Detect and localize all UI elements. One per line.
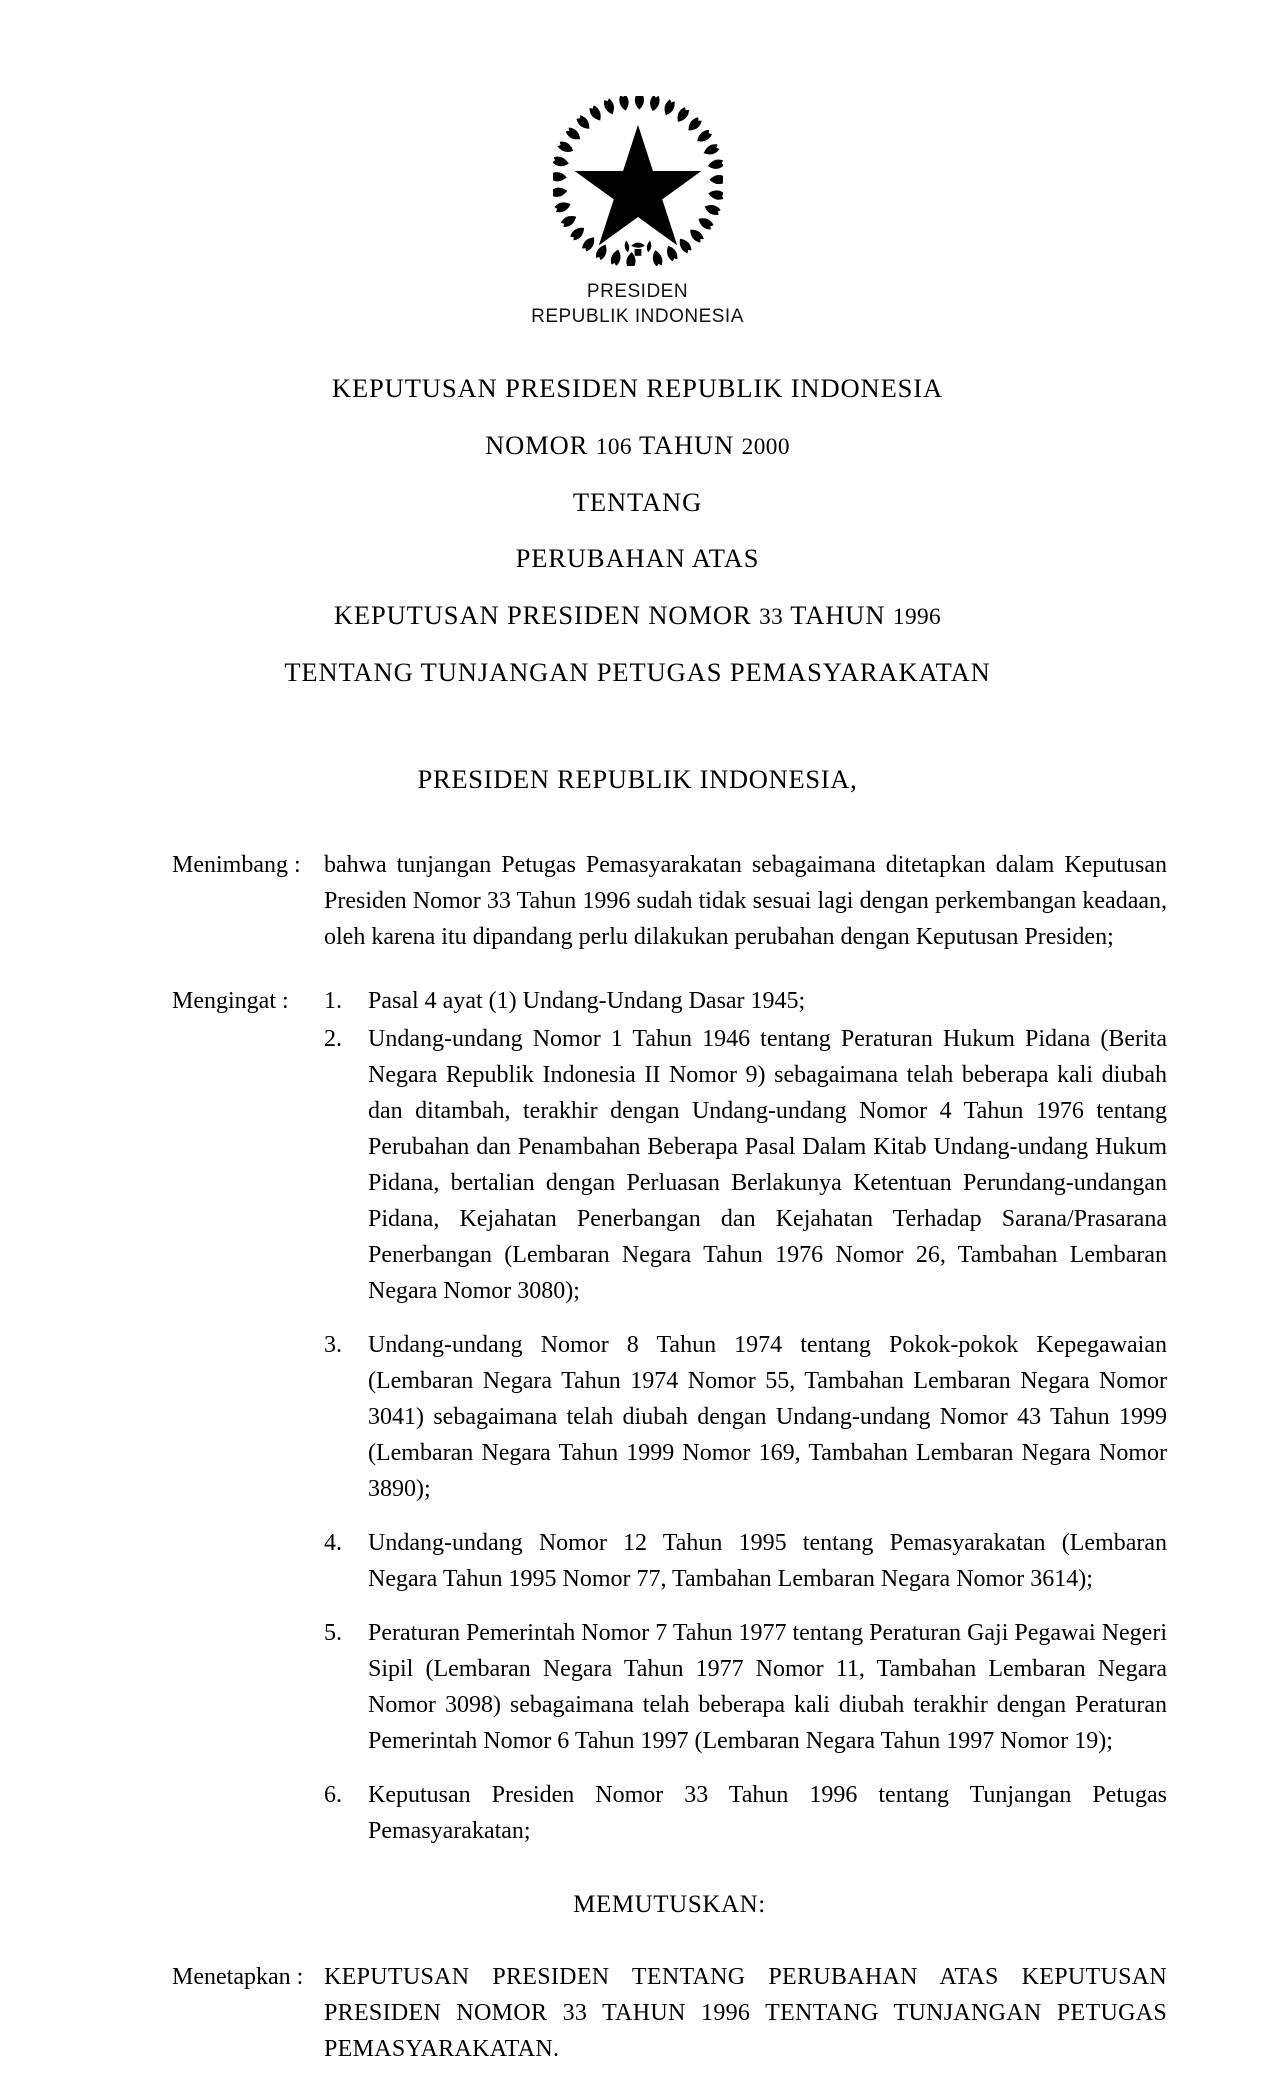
emblem-caption-line-2: REPUBLIK INDONESIA <box>531 306 744 328</box>
mengingat-list <box>324 983 1167 1849</box>
emblem-caption <box>0 279 1275 329</box>
menimbang-label: Menimbang : <box>172 851 301 878</box>
list-item-marker: 6. <box>324 1781 342 1808</box>
list-item <box>324 1327 1167 1507</box>
list-item <box>324 1615 1167 1759</box>
list-item <box>324 983 1167 1019</box>
emblem-caption-line-1: PRESIDEN <box>586 281 689 302</box>
clause-menetapkan <box>172 1959 1167 2067</box>
title-line-perubahan: PERUBAHAN ATAS <box>515 543 760 574</box>
prior-decree-number: 33 <box>759 603 784 630</box>
prior-decree-year: 1996 <box>892 603 942 630</box>
list-item-text: Undang-undang Nomor 8 Tahun 1974 tentang Pokok-pokok Kepegawaian (Lembaran Negara Tahun 1974 Nomor 55, Tambahan Lembaran Negara Nomor 3041) sebagaimana telah diubah dengan Undang-undang Nomor 43 Tahun 1999 (Lembaran Negara Tahun 1999 Nomor 169, Tambahan Lembaran Negara Nomor 3890); <box>368 1331 1167 1502</box>
list-item-marker: 2. <box>324 1025 342 1052</box>
mengingat-label: Mengingat : <box>172 987 289 1014</box>
document-title-block <box>0 375 1275 686</box>
list-item-text: Pasal 4 ayat (1) Undang-Undang Dasar 1945; <box>368 987 806 1014</box>
garuda-star-wreath-emblem <box>553 96 723 266</box>
menetapkan-text: KEPUTUSAN PRESIDEN TENTANG PERUBAHAN ATAS KEPUTUSAN PRESIDEN NOMOR 33 TAHUN 1996 TENTANG TUNJANGAN PETUGAS PEMASYARAKATAN. <box>324 1963 1167 2062</box>
prior-decree-tahun-label: TAHUN <box>783 599 893 630</box>
menetapkan-label: Menetapkan : <box>172 1963 304 1990</box>
emblem-block <box>0 0 1275 329</box>
list-item-text: Undang-undang Nomor 12 Tahun 1995 tentang Pemasyarakatan (Lembaran Negara Tahun 1995 Nomor 77, Tambahan Lembaran Negara Nomor 3614); <box>368 1529 1167 1592</box>
list-item-marker: 4. <box>324 1529 342 1556</box>
title-line-number <box>0 429 1275 460</box>
document-body <box>0 847 1275 2067</box>
clause-menimbang <box>172 847 1167 955</box>
title-tahun-value: 2000 <box>741 433 790 460</box>
list-item-text: Undang-undang Nomor 1 Tahun 1946 tentang Peraturan Hukum Pidana (Berita Negara Republik Indonesia II Nomor 9) sebagaimana telah beberapa kali diubah dan ditambah, terakhir dengan Undang-undang Nomor 4 Tahun 1976 tentang Perubahan dan Penambahan Beberapa Pasal Dalam Kitab Undang-undang Hukum Pidana, bertalian dengan Perluasan Berlakunya Ketentuan Perundang-undangan Pidana, Kejahatan Penerbangan dan Kejahatan Terhadap Sarana/Prasarana Penerbangan (Lembaran Negara Tahun 1976 Nomor 26, Tambahan Lembaran Negara Nomor 3080); <box>368 1025 1167 1304</box>
list-item-text: Peraturan Pemerintah Nomor 7 Tahun 1977 tentang Peraturan Gaji Pegawai Negeri Sipil (Lembaran Negara Tahun 1977 Nomor 11, Tambahan Lembaran Negara Nomor 3098) sebagaimana telah beberapa kali diubah terakhir dengan Peraturan Pemerintah Nomor 6 Tahun 1997 (Lembaran Negara Tahun 1997 Nomor 19); <box>368 1619 1167 1754</box>
title-line-subject: TENTANG TUNJANGAN PETUGAS PEMASYARAKATAN <box>284 657 991 688</box>
list-item <box>324 1021 1167 1309</box>
title-nomor-value: 106 <box>595 433 632 460</box>
menimbang-text: bahwa tunjangan Petugas Pemasyarakatan sebagaimana ditetapkan dalam Keputusan Presiden Nomor 33 Tahun 1996 sudah tidak sesuai lagi dengan perkembangan keadaan, oleh karena itu dipandang perlu dilakukan perubahan dengan Keputusan Presiden; <box>324 851 1167 950</box>
list-item-text: Keputusan Presiden Nomor 33 Tahun 1996 tentang Tunjangan Petugas Pemasyarakatan; <box>368 1781 1167 1844</box>
list-item <box>324 1777 1167 1849</box>
list-item-marker: 5. <box>324 1619 342 1646</box>
mengingat-list-container <box>324 983 1167 1849</box>
title-line-tentang: TENTANG <box>572 486 703 517</box>
memutuskan-heading: MEMUTUSKAN: <box>573 1890 766 1918</box>
list-item <box>324 1525 1167 1597</box>
title-nomor-label: NOMOR <box>485 429 596 460</box>
title-line-prior-decree <box>0 599 1275 630</box>
title-tahun-label: TAHUN <box>631 429 742 460</box>
prior-decree-label: KEPUTUSAN PRESIDEN NOMOR <box>333 599 760 630</box>
issuing-authority: PRESIDEN REPUBLIK INDONESIA, <box>417 763 858 794</box>
clause-mengingat <box>172 983 1167 1849</box>
list-item-marker: 3. <box>324 1331 342 1358</box>
list-item-marker: 1. <box>324 987 342 1014</box>
title-line-decree-name: KEPUTUSAN PRESIDEN REPUBLIK INDONESIA <box>331 373 944 404</box>
